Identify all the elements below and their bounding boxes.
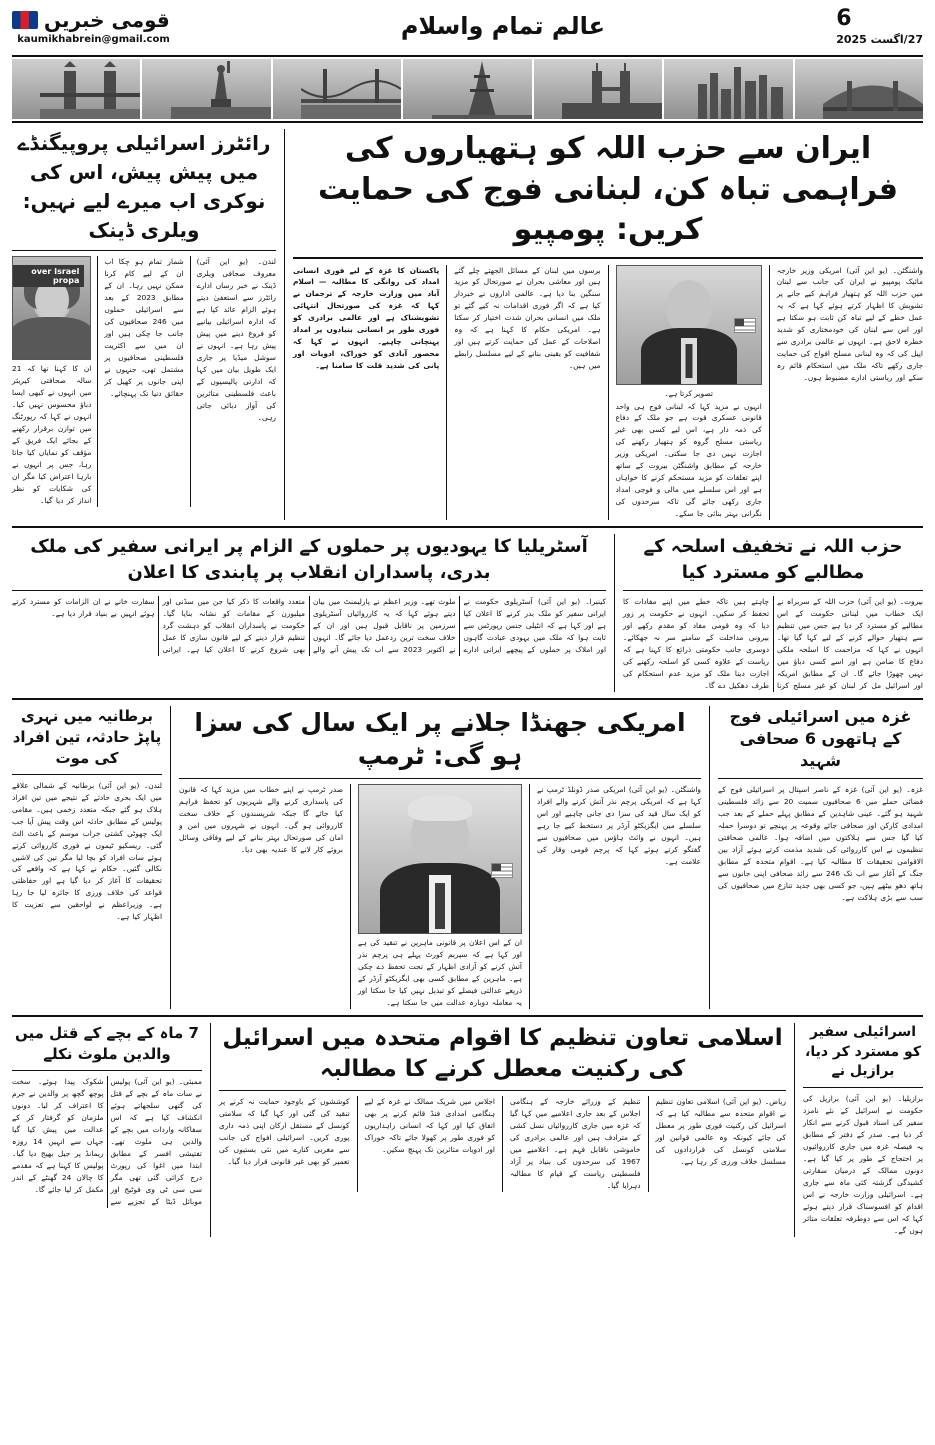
page-title: عالم تمام واسلام [400, 12, 606, 40]
gaza-headline: غزہ میں اسرائیلی فوج کے ہاتھوں 6 صحافی شہید [729, 706, 912, 771]
brand-label: قومی خبریں [44, 8, 170, 32]
lead-col-2 [616, 265, 762, 521]
lead-story [293, 129, 923, 520]
photo-overlay-tag: over Israel propa [13, 265, 84, 287]
hezbollah-body: بیروت۔ (یو این آئی) حزب اللہ کے سربراہ نے ایک خطاب میں لبنانی حکومت کے اس مطالبے کو مسترد کر دیا ہے جس میں تنظیم سے ہتھیار حوالے کرنے کے لیے کہا گیا تھا۔ انہوں نے کہا کہ مزاحمت کا اسلحہ ملکی دفاع کا ضامن ہے اور اسے کسی دباؤ میں نہیں چھوڑا جائے گا۔ ان کے مطابق امریکہ اور اسرائیل مل کر لبنان کو غیر مسلح کرنا چاہتے ہیں تاکہ خطے میں اپنے مفادات کا تحفظ کر سکیں۔ انہوں نے حکومت پر زور دیا کہ وہ قومی مفاد کو مقدم رکھے اور بیرونی مداخلت کے سامنے سر نہ جھکائے۔ دوسری جانب حکومتی ذرائع کا کہنا ہے کہ ریاست کے علاوہ کسی کو اسلحہ رکھنے کی اجازت دینا ملک کو مزید عدم استحکام کی طرف دھکیل دے گا۔ [623, 596, 923, 690]
story-britain [12, 706, 162, 1009]
page-date: 27/اگست 2025 [836, 33, 923, 46]
brazil-body: برازیلیا۔ (یو این آئی) برازیل کی حکومت نے اسرائیل کے نئے نامزد سفیر کی اسناد قبول کرنے سے انکار کر دیا ہے۔ صدر کے دفتر کے مطابق یہ فیصلہ غزہ میں جاری کارروائیوں پر احتجاج کے طور پر کیا گیا ہے۔ دونوں ممالک کے درمیان سفارتی کشیدگی گزشتہ کئی ماہ سے جاری ہے۔ اسرائیلی وزارت خارجہ نے اس اقدام کو افسوسناک قرار دیتے ہوئے کہا کہ اس سے دوطرفہ تعلقات متاثر ہوں گے۔ [803, 1093, 923, 1235]
child-body: ممبئی۔ (یو این آئی) پولیس نے سات ماہ کے بچے کے قتل کی گتھی سلجھاتے ہوئے انکشاف کیا ہے کہ اس سفاکانہ واردات میں بچے کے والدین ہی ملوث تھے۔ تفتیشی افسر کے مطابق ابتدا میں اغوا کی رپورٹ درج کرائی گئی تھی مگر سی سی ٹی وی فوٹیج اور موبائل ڈیٹا کے تجزیے سے شکوک پیدا ہوئے۔ سخت پوچھ گچھ پر والدین نے جرم کا اعتراف کر لیا۔ دونوں ملزمان کو گرفتار کر کے عدالت میں پیش کیا گیا جہاں سے انہیں 14 روزہ ریمانڈ پر جیل بھیج دیا گیا۔ پولیس کا کہنا ہے کہ مقدمے کا چالان 24 گھنٹے کے اندر مکمل کر لیا جائے گا۔ [12, 1077, 202, 1206]
story-gaza-journalists [718, 706, 923, 1009]
pompeo-caption: تصویر کرتا ہے۔ [664, 388, 713, 398]
brand-email: kaumikhabrein@gmail.com [17, 34, 170, 45]
story-australia [12, 534, 606, 691]
oic-col-2 [510, 1096, 641, 1192]
story-reuters [12, 129, 276, 520]
trump-paragraph: ان کے اس اعلان پر قانونی ماہرین نے تنقید کی ہے اور کہا ہے کہ سپریم کورٹ پہلے ہی پرچم نذر آتش کرنے کو آزادی اظہار کے تحت تحفظ دے چکی ہے۔ ماہرین کے مطابق کسی بھی ایگزیکٹو آرڈر کے ذریعے عدالتی فیصلے کو تبدیل نہیں کیا جا سکتا اور یہ معاملہ دوبارہ عدالت میں جا سکتا ہے۔ [358, 938, 522, 1008]
masthead-right [12, 8, 170, 45]
trump-col-2 [358, 784, 522, 1009]
australia-headline: آسٹریلیا کا یہودیوں پر حملوں کے الزام پر ایرانی سفیر کی ملک بدری، پاسداران انقلاب پر پابندی کا اعلان [30, 536, 588, 583]
gaza-body: غزہ۔ (یو این آئی) غزہ کے ناصر اسپتال پر اسرائیلی فوج کے فضائی حملے میں 6 صحافیوں سمیت 20 سے زائد فلسطینی شہید ہو گئے۔ عینی شاہدین کے مطابق پہلے حملے کے بعد جب امدادی کارکن اور صحافی جائے وقوعہ پر پہنچے تو دوسرا حملہ کیا گیا جس سے ہلاکتوں میں اضافہ ہوا۔ عالمی صحافتی تنظیموں نے اس کارروائی کی شدید مذمت کرتے ہوئے آزاد بین الاقوامی تحقیقات کا مطالبہ کیا ہے۔ اقوام متحدہ کے مطابق جنگ کے آغاز سے اب تک 246 سے زائد صحافی اپنی جانوں سے ہاتھ دھو بیٹھے ہیں، جو کسی بھی جدید تنازع میں صحافیوں کی سب سے بڑی ہلاکت ہے۔ [718, 784, 923, 902]
second-section [12, 534, 923, 691]
trump-col-1 [537, 784, 701, 1009]
trump-photo [358, 784, 522, 934]
trump-paragraph: واشنگٹن۔ (یو این آئی) امریکی صدر ڈونلڈ ٹرمپ نے کہا ہے کہ امریکی پرچم نذر آتش کرنے والے افراد کو ایک سال قید کی سزا دی جانی چاہیے اور اس سلسلے میں ایگزیکٹو آرڈر پر دستخط کیے جا رہے ہیں۔ انہوں نے وائٹ ہاؤس میں صحافیوں سے گفتگو کرتے ہوئے کہا کہ پرچم قومی وقار کی علامت ہے۔ [537, 785, 701, 866]
story-hezbollah [623, 534, 923, 691]
banner-image-tower-bridge [12, 59, 140, 119]
oic-col-1 [656, 1096, 787, 1192]
oic-paragraph: کوششوں کے باوجود حمایت نہ کرنے پر تنقید کی گئی اور کہا گیا کہ سلامتی کونسل کے مستقل ارکان اپنی ذمہ داری پوری کریں۔ اسرائیلی افواج کی جانب سے مغربی کنارے میں نئی بستیوں کی تعمیر کو بھی غیر قانونی قرار دیا گیا۔ [219, 1097, 350, 1167]
skyline-banner [12, 55, 923, 123]
oic-paragraph: تنظیم کے وزرائے خارجہ کے ہنگامی اجلاس کے بعد جاری اعلامیے میں کہا گیا کہ غزہ میں جاری کارروائیاں نسل کشی کے مترادف ہیں اور عالمی برادری کی خاموشی ناقابل فہم ہے۔ اعلامیے میں 1967 کی سرحدوں کی بنیاد پر آزاد فلسطینی ریاست کے قیام کا مطالبہ دہرایا گیا۔ [510, 1097, 641, 1190]
lead-paragraph: واشنگٹن۔ (یو این آئی) امریکی وزیر خارجہ مائیک پومپیو نے ایران کی جانب سے لبنان میں حزب اللہ کو ہتھیار فراہم کیے جانے پر تشویش کا اظہار کرتے ہوئے کہا ہے کہ یہ عمل خطے کے لیے تباہ کن ثابت ہو سکتا ہے اور اس سے لبنان کی خودمختاری کو شدید خطرہ لاحق ہے۔ انہوں نے عالمی برادری سے اپیل کی کہ وہ لبنانی مسلح افواج کی حمایت جاری رکھے تاکہ ملک میں استحکام قائم رہ سکے اور ریاستی ادارے مضبوط ہوں۔ [776, 265, 923, 383]
story-brazil [803, 1023, 923, 1237]
britain-body: لندن۔ (یو این آئی) برطانیہ کے شمالی علاقے میں ایک بحری حادثے کے نتیجے میں تین افراد ہلاک ہو گئے جبکہ متعدد زخمی ہیں۔ مقامی پولیس کے مطابق حادثہ اس وقت پیش آیا جب ایک چھوٹی کشتی خراب موسم کے باعث الٹ گئی۔ ریسکیو ٹیموں نے فوری کارروائی کرتے ہوئے سات افراد کو بچا لیا مگر تین کی لاشیں نکالی گئیں۔ حکام نے کہا ہے کہ واقعے کی تحقیقات کا آغاز کر دیا گیا ہے اور حفاظتی قواعد کی خلاف ورزی کا جائزہ لیا جا رہا ہے۔ وزیراعظم نے لواحقین سے تعزیت کا اظہار کیا ہے۔ [12, 780, 162, 922]
banner-image-golden-gate-bridge [273, 59, 401, 119]
page-number: 6 [836, 6, 852, 31]
oic-col-4 [219, 1096, 350, 1192]
lead-headline: ایران سے حزب اللہ کو ہتھیاروں کی فراہمی تباہ کن، لبنانی فوج کی حمایت کریں: پومپیو [317, 131, 899, 247]
reuters-paragraph: ان کا کہنا تھا کہ 21 سالہ صحافتی کیریئر میں انہوں نے کبھی ایسا دباؤ محسوس نہیں کیا۔ انہوں نے کہا کہ رپورٹنگ میں توازن برقرار رکھنے کے بجائے ایک فریق کے مؤقف کو نمایاں کیا جاتا رہا، جس پر انہوں نے بارہا اعتراض کیا مگر ان کی شکایات کو نظر انداز کر دیا گیا۔ [12, 364, 92, 505]
reuters-paragraph: شمار تمام ہو چکا اب ان کے لیے کام کرنا ممکن نہیں رہا۔ ان کے مطابق 2023 کے بعد سے اسرائیلی حملوں میں 246 صحافیوں کی جانب جا چکی ہیں اور ان میں سے اکثریت فلسطینی صحافیوں پر مشتمل تھی، جنہوں نے اپنی جانوں پر کھیل کر حقائق دنیا تک پہنچائے۔ [104, 257, 184, 398]
reuters-headline: رائٹرز اسرائیلی پروپیگنڈے میں پیش پیش، اس کی نوکری اب میرے لیے نہیں: ویلری ڈینک [17, 131, 271, 242]
trump-col-3 [179, 784, 343, 1009]
banner-image-sydney-harbour-bridge [795, 59, 923, 119]
pompeo-photo [616, 265, 762, 385]
story-child-murder [12, 1023, 202, 1237]
story-trump [179, 706, 701, 1009]
reuters-col-1 [197, 256, 276, 507]
lead-col-4 [293, 265, 439, 521]
banner-image-new-york-skyline [664, 59, 792, 119]
lead-paragraph: برسوں میں لبنان کے مسائل الجھتے چلے گئے ہیں اور معاشی بحران نے صورتحال کو مزید سنگین بنا دیا ہے۔ عالمی اداروں نے خبردار کیا ہے کہ اگر فوری اقدامات نہ کیے گئے تو ملک میں انسانی بحران شدت اختیار کر سکتا ہے۔ امریکی حکام کا کہنا ہے کہ وہ اصلاحات کے عمل کی حمایت کرتے ہیں اور شفافیت کو یقینی بنانے کے لیے مسلسل رابطے میں ہیں۔ [454, 265, 601, 371]
reuters-paragraph: لندن۔ (یو این آئی) معروف صحافی ویلری ڈینک نے خبر رساں ادارے رائٹرز سے استعفیٰ دیتے ہوئے الزام عائد کیا ہے کہ ادارہ اسرائیلی بیانیے کو فروغ دینے میں پیش پیش رہا ہے۔ انہوں نے سوشل میڈیا پر جاری ایک طویل بیان میں کہا کہ ادارتی پالیسیوں کے باعث فلسطینی متاثرین کی آواز دبائی جاتی رہی۔ [196, 257, 276, 422]
britain-headline: برطانیہ میں نہری پاپڑ حادثہ، تین افراد کی موت [12, 706, 162, 767]
masthead [12, 8, 923, 50]
brand-title [12, 8, 170, 32]
fourth-section [12, 1023, 923, 1237]
banner-image-statue-of-liberty [142, 59, 270, 119]
top-section [12, 129, 923, 520]
lead-paragraph: انہوں نے مزید کہا کہ لبنانی فوج ہی واحد قانونی عسکری قوت ہے جو ملک کے دفاع کی ذمہ دار ہے، اس لیے کسی بھی غیر ریاستی مسلح گروہ کو ہتھیار رکھنے کی اجازت نہیں دی جا سکتی۔ امریکی وزیر خارجہ کے مطابق واشنگٹن بیروت کے ساتھ اپنے تعلقات کو مزید مستحکم کرنے کا خواہاں ہے اور اس سلسلے میں مالی و فوجی امداد جاری رکھی جائے گی تاکہ سرحدوں کی نگرانی بہتر بنائی جا سکے۔ [615, 401, 762, 519]
hezbollah-headline: حزب اللہ نے تخفیف اسلحہ کے مطالبے کو مسترد کیا [643, 536, 903, 583]
reuters-col-2 [104, 256, 183, 507]
lead-col-3 [454, 265, 600, 521]
trump-paragraph: صدر ٹرمپ نے اپنے خطاب میں مزید کہا کہ قانون کی پاسداری کرنے والے شہریوں کو تحفظ فراہم کیا جائے گا جبکہ شرپسندوں کے خلاف سخت کارروائی ہو گی۔ انہوں نے شہروں میں امن و امان کی صورتحال بہتر بنانے کے لیے وفاقی وسائل بروئے کار لانے کا عندیہ بھی دیا۔ [179, 785, 343, 855]
lead-paragraph: پاکستان کا غزہ کے لیے فوری انسانی امداد کی روانگی کا مطالبہ — اسلام آباد میں وزارت خارجہ کے ترجمان نے کہا کہ غزہ کی صورتحال انتہائی تشویشناک ہے اور عالمی برادری کو فوری طور پر انسانی بنیادوں پر امداد پہنچانی چاہیے۔ انہوں نے کہا کہ محصور آبادی کو خوراک، ادویات اور پانی کی شدید قلت کا سامنا ہے۔ [293, 265, 440, 371]
oic-paragraph: اجلاس میں شریک ممالک نے غزہ کے لیے ہنگامی امدادی فنڈ قائم کرنے پر بھی اتفاق کیا اور کہا کہ انسانی راہداریوں کو فوری طور پر کھولا جائے تاکہ خوراک اور ادویات متاثرین تک پہنچ سکیں۔ [364, 1097, 495, 1155]
reuters-col-3 [12, 256, 91, 507]
flag-logo-icon [12, 11, 38, 29]
oic-paragraph: ریاض۔ (یو این آئی) اسلامی تعاون تنظیم نے اقوام متحدہ سے مطالبہ کیا ہے کہ اسرائیل کی رکنیت فوری طور پر معطل کی جائے کیونکہ وہ عالمی قوانین اور سلامتی کونسل کی قراردادوں کی مسلسل خلاف ورزی کر رہا ہے۔ [655, 1097, 786, 1167]
brazil-headline: اسرائیلی سفیر کو مسترد کر دیا، برازیل نے [805, 1024, 921, 1080]
child-headline: 7 ماہ کے بچے کے قتل میں والدین ملوث نکلے [15, 1024, 199, 1063]
lead-col-1 [777, 265, 923, 521]
story-oic [219, 1023, 786, 1237]
trump-headline: امریکی جھنڈا جلانے پر ایک سال کی سزا ہو گی: ٹرمپ [194, 707, 686, 771]
banner-image-kuala-lumpur-towers [534, 59, 662, 119]
oic-col-3 [365, 1096, 496, 1192]
masthead-left [836, 8, 923, 46]
third-section [12, 706, 923, 1009]
valerie-photo [12, 256, 91, 360]
banner-image-eiffel-tower [403, 59, 531, 119]
australia-body: کینبرا۔ (یو این آئی) آسٹریلوی حکومت نے ایرانی سفیر کو ملک بدر کرنے کا اعلان کیا ہے اور کہا ہے کہ انٹیلی جنس رپورٹس سے ثابت ہوا کہ ملک میں یہودی عبادت گاہوں اور املاک پر حملوں کے پیچھے ایرانی ادارے ملوث تھے۔ وزیر اعظم نے پارلیمنٹ میں بیان دیتے ہوئے کہا کہ یہ کارروائیاں آسٹریلوی سرزمین پر ناقابل قبول ہیں اور ان کے خلاف سخت ترین ردعمل دیا جائے گا۔ انہوں نے اکتوبر 2023 سے اب تک پیش آنے والے متعدد واقعات کا ذکر کیا جن میں سڈنی اور میلبورن کے مقامات کو نشانہ بنایا گیا۔ حکومت نے پاسداران انقلاب کو دہشت گرد تنظیم قرار دینے کے لیے قانون سازی کا عمل بھی شروع کرنے کا اعلان کیا ہے۔ ایرانی سفارت خانے نے ان الزامات کو مسترد کرتے ہوئے انہیں بے بنیاد قرار دیا ہے۔ [12, 596, 606, 654]
oic-headline: اسلامی تعاون تنظیم کا اقوام متحدہ میں اسرائیل کی رکنیت معطل کرنے کا مطالبہ [222, 1025, 783, 1083]
